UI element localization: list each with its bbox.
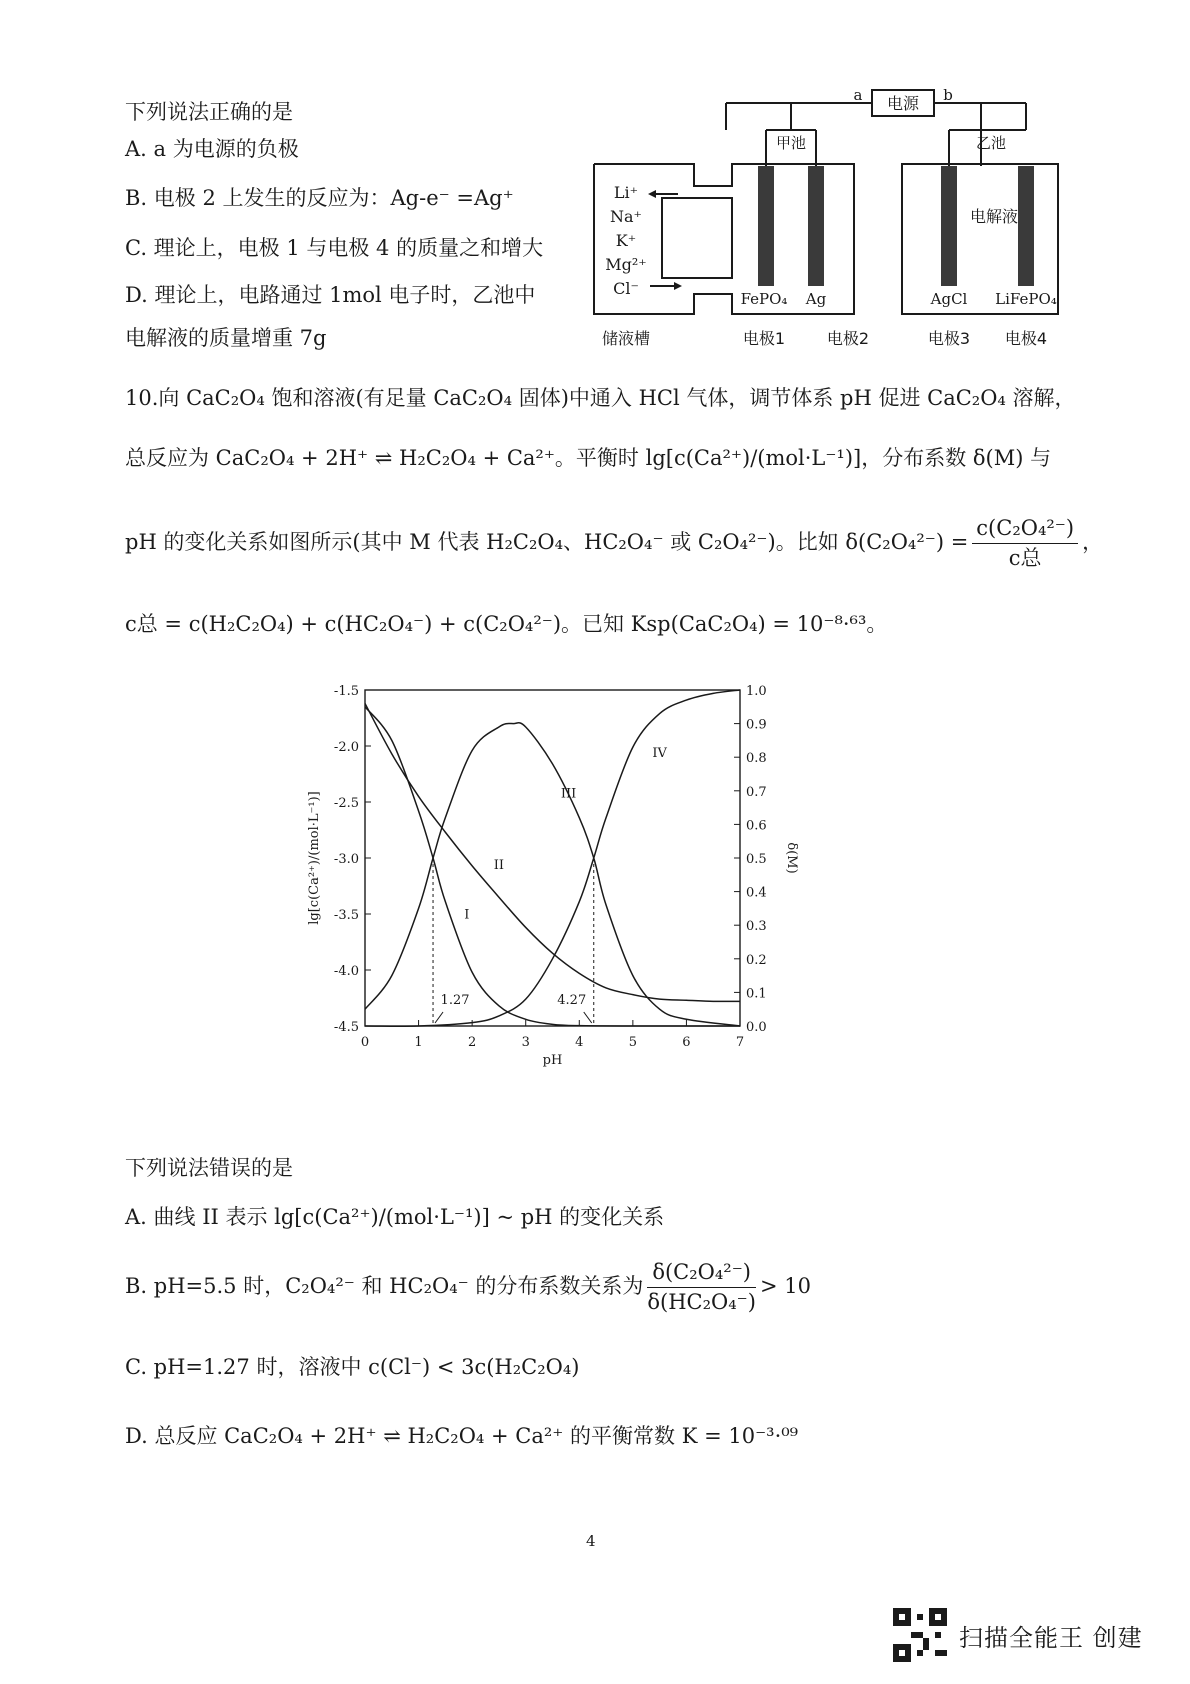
q9-option-c: C. 理论上，电极 1 与电极 4 的质量之和增大 xyxy=(125,236,544,260)
q9-option-d-line1: D. 理论上，电路通过 1mol 电子时，乙池中 xyxy=(125,283,536,307)
x-tick-label: 6 xyxy=(682,1035,691,1050)
electrode-material: Ag xyxy=(805,290,827,308)
series-label-IV: IV xyxy=(652,746,667,762)
ion-label: Li⁺ xyxy=(613,183,639,202)
x-tick-label: 7 xyxy=(735,1035,745,1050)
power-supply-label: 电源 xyxy=(886,94,920,113)
q10-stem-line1: 10.向 CaC₂O₄ 饱和溶液(有足量 CaC₂O₄ 固体)中通入 HCl 气体，调节体系 pH 促进 CaC₂O₄ 溶解， xyxy=(125,386,1076,410)
y-left-tick-label: -2.5 xyxy=(333,796,359,811)
distribution-chart xyxy=(307,684,850,1130)
arrow-right-icon xyxy=(674,282,682,290)
annotation-arrow xyxy=(584,1012,592,1023)
curve-I xyxy=(365,707,740,1026)
q10-option-d: D. 总反应 CaC₂O₄ + 2H⁺ ⇌ H₂C₂O₄ + Ca²⁺ 的平衡常数 K = 10⁻³·⁰⁹ xyxy=(125,1424,799,1448)
fraction-numerator: δ(C₂O₄²⁻) xyxy=(647,1260,756,1288)
electrode-material: LiFePO₄ xyxy=(995,290,1057,308)
ratio-fraction xyxy=(647,1260,756,1315)
storage-tank-label: 储液槽 xyxy=(601,329,651,348)
terminal-b-label: b xyxy=(943,86,953,104)
scanner-watermark xyxy=(893,1608,1143,1662)
electrode-label: 电极1 xyxy=(742,329,786,348)
y-right-tick-label: 0.8 xyxy=(746,751,767,767)
electrode-material: AgCl xyxy=(930,290,968,308)
ion-label: K⁺ xyxy=(615,231,637,250)
electrode-label: 电极3 xyxy=(927,329,971,348)
q10-question: 下列说法错误的是 xyxy=(125,1156,293,1180)
y-right-tick-label: 0.0 xyxy=(746,1020,767,1035)
x-tick-label: 0 xyxy=(360,1035,370,1050)
y-right-tick-label: 1.0 xyxy=(746,684,767,699)
annotation-arrow xyxy=(435,1012,443,1023)
fraction-denominator: δ(HC₂O₄⁻) xyxy=(647,1290,756,1315)
axis-ticks xyxy=(334,684,767,1050)
y-right-tick-label: 0.6 xyxy=(746,818,767,834)
q9-option-b xyxy=(125,186,514,211)
q9-option-a: A. a 为电源的负极 xyxy=(125,137,299,161)
x-tick-label: 5 xyxy=(628,1035,637,1050)
q9-intro: 下列说法正确的是 xyxy=(125,100,293,124)
y-right-tick-label: 0.5 xyxy=(746,852,767,867)
annotation-label: 1.27 xyxy=(440,993,470,1008)
x-tick-label: 1 xyxy=(414,1035,423,1050)
y-left-tick-label: -4.0 xyxy=(333,964,359,979)
y-left-tick-label: -3.5 xyxy=(333,908,359,923)
y-right-tick-label: 0.1 xyxy=(746,986,767,1002)
fraction-denominator: c总 xyxy=(1008,546,1042,571)
electrode-2 xyxy=(808,166,824,286)
y-left-tick-label: -1.5 xyxy=(333,684,359,699)
x-tick-label: 4 xyxy=(575,1035,584,1050)
q10-stem-line3-text: pH 的变化关系如图所示(其中 M 代表 H₂C₂O₄、HC₂O₄⁻ 或 C₂O₄²⁻)。比如 δ(C₂O₄²⁻) = xyxy=(125,530,969,555)
x-tick-label: 2 xyxy=(468,1035,477,1050)
chart-labels xyxy=(307,746,799,1068)
electrode-label: 电极4 xyxy=(1004,329,1048,348)
electrode-3 xyxy=(941,166,957,286)
qr-code-icon xyxy=(893,1608,947,1662)
page-number: 4 xyxy=(586,1532,596,1550)
q9-option-b-prefix: B. 电极 2 上发生的反应为： xyxy=(125,186,391,210)
x-tick-label: 3 xyxy=(521,1035,530,1050)
arrow-left-icon xyxy=(648,190,656,198)
delta-fraction xyxy=(972,516,1078,571)
y-right-axis-label: δ(M) xyxy=(784,842,799,874)
ion-label: Na⁺ xyxy=(610,207,642,226)
cell-diagram xyxy=(586,86,1066,362)
q10-option-a: A. 曲线 II 表示 lg[c(Ca²⁺)/(mol·L⁻¹)] ~ pH 的变化关系 xyxy=(125,1205,665,1229)
y-left-tick-label: -2.0 xyxy=(333,740,359,755)
q10-option-b-prefix: B. pH=5.5 时，C₂O₄²⁻ 和 HC₂O₄⁻ 的分布系数关系为 xyxy=(125,1274,644,1299)
curve-IV xyxy=(365,690,740,1026)
watermark-text: 扫描全能王 创建 xyxy=(959,1623,1143,1652)
electrode-label: 电极2 xyxy=(826,329,870,348)
y-right-tick-label: 0.4 xyxy=(746,885,767,901)
q10-stem-line3 xyxy=(125,516,1103,571)
ion-label: Mg²⁺ xyxy=(605,255,647,274)
fraction-numerator: c(C₂O₄²⁻) xyxy=(972,516,1078,544)
series-label-II: II xyxy=(493,858,505,874)
series-label-I: I xyxy=(464,907,470,923)
y-right-tick-label: 0.2 xyxy=(746,952,767,968)
ion-label: Cl⁻ xyxy=(613,279,639,298)
y-left-tick-label: -3.0 xyxy=(333,852,359,867)
curve-II xyxy=(365,703,740,1001)
q9-option-b-equation: Ag-e⁻ =Ag⁺ xyxy=(390,186,514,210)
q10-stem-line4: c总 = c(H₂C₂O₄) + c(HC₂O₄⁻) + c(C₂O₄²⁻)。已知 Ksp(CaC₂O₄) = 10⁻⁸·⁶³。 xyxy=(125,612,888,636)
y-right-tick-label: 0.3 xyxy=(746,919,767,935)
q10-option-b xyxy=(125,1260,811,1315)
annotation-label: 4.27 xyxy=(557,993,587,1008)
tank-separator xyxy=(662,198,732,278)
electrolyte-label: 电解液 xyxy=(969,207,1019,226)
terminal-a-label: a xyxy=(853,86,863,104)
y-right-tick-label: 0.7 xyxy=(746,784,767,800)
q10-option-c: C. pH=1.27 时，溶液中 c(Cl⁻) < 3c(H₂C₂O₄) xyxy=(125,1355,580,1379)
curve-III xyxy=(365,723,740,1026)
series-label-III: III xyxy=(560,786,577,802)
y-left-axis-label: lg[c(Ca²⁺)/(mol·L⁻¹)] xyxy=(307,791,322,925)
y-right-tick-label: 0.9 xyxy=(746,717,767,733)
q10-option-b-suffix: > 10 xyxy=(759,1274,811,1299)
electrode-1 xyxy=(758,166,774,286)
q10-stem-line2: 总反应为 CaC₂O₄ + 2H⁺ ⇌ H₂C₂O₄ + Ca²⁺。平衡时 lg[c(Ca²⁺)/(mol·L⁻¹)]，分布系数 δ(M) 与 xyxy=(125,446,1052,470)
cell-1-label: 甲池 xyxy=(775,134,807,152)
electrode-material: FePO₄ xyxy=(740,290,788,308)
plot-border xyxy=(365,690,740,1026)
cell-2-label: 乙池 xyxy=(975,134,1007,152)
x-axis-label: pH xyxy=(542,1053,563,1068)
q10-stem-line3-end: ， xyxy=(1082,530,1104,555)
y-left-tick-label: -4.5 xyxy=(333,1020,359,1035)
plot-frame xyxy=(365,690,740,1026)
electrode-4 xyxy=(1018,166,1034,286)
chart-curves xyxy=(365,690,740,1026)
q9-option-d-line2: 电解液的质量增重 7g xyxy=(125,326,327,350)
